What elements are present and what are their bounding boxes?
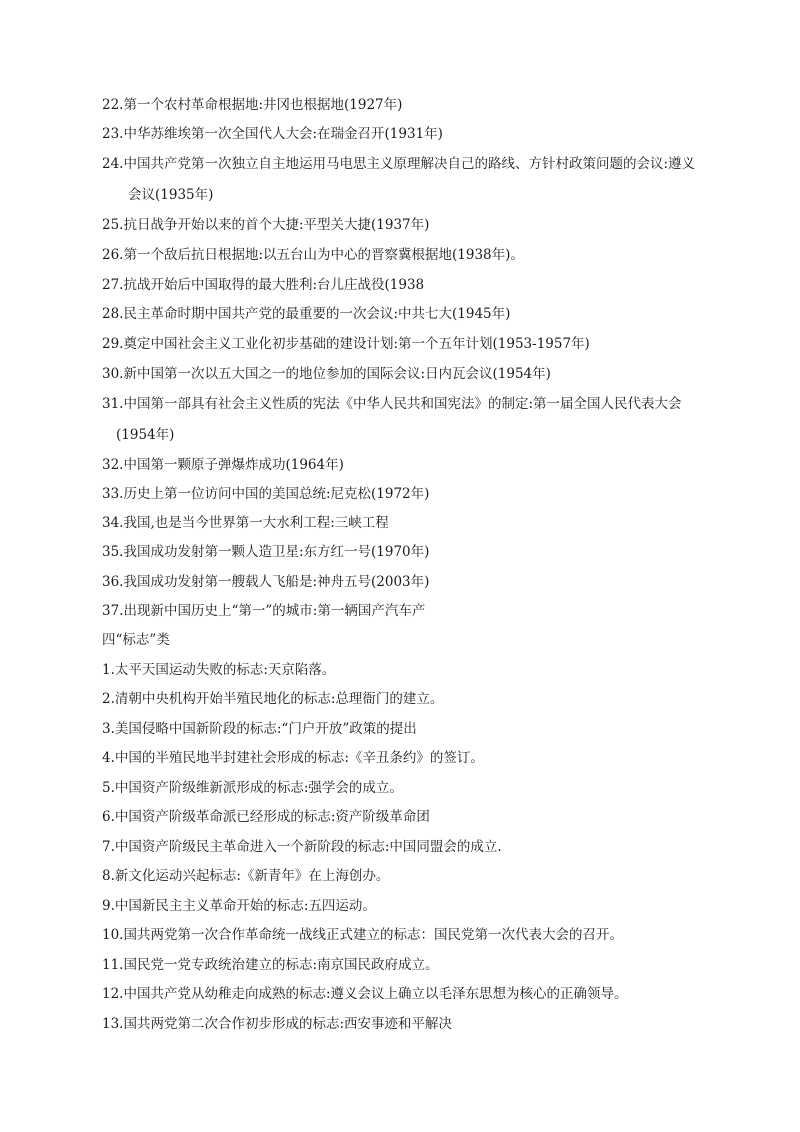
list-item: 29.奠定中国社会主义工业化初步基础的建设计划:第一个五年计划(1953-1957年): [102, 336, 590, 352]
list-item: 25.抗日战争开始以来的首个大捷:平型关大捷(1937年): [102, 217, 430, 233]
list-item: 8.新文化运动兴起标志:《新青年》在上海创办。: [102, 868, 390, 884]
section-heading: 四“标志”类: [102, 632, 170, 648]
list-item: 1.太平天国运动失败的标志:天京陷落。: [102, 662, 336, 678]
list-item: 11.国民党一党专政统治建立的标志:南京国民政府成立。: [102, 957, 439, 973]
list-item: 34.我国,也是当今世界第一大水利工程:三峡工程: [102, 515, 389, 531]
list-item: 5.中国资产阶级维新派形成的标志:强学会的成立。: [102, 780, 403, 796]
list-item: 36.我国成功发射第一艘载人飞船是:神舟五号(2003年): [102, 574, 430, 590]
list-item: 28.民主革命时期中国共产党的最重要的一次会议:中共七大(1945年): [102, 306, 511, 322]
list-item: 3.美国侵略中国新阶段的标志:“门户开放”政策的提出: [102, 721, 417, 737]
list-item: 4.中国的半殖民地半封建社会形成的标志:《辛丑条约》的签订。: [102, 750, 484, 766]
list-item-continuation: 会议(1935年): [128, 187, 214, 203]
list-item: 10.国共两党第一次合作革命统一战线正式建立的标志：国民党第一次代表大会的召开。: [102, 927, 623, 943]
list-item: 31.中国第一部具有社会主义性质的宪法《中华人民共和国宪法》的制定:第一届全国人民代表大会: [102, 396, 682, 412]
list-item: 23.中华苏维埃第一次全国代人大会:在瑞金召开(1931年): [102, 126, 443, 142]
list-item: 26.第一个敌后抗日根据地:以五台山为中心的晋察冀根据地(1938年)。: [102, 247, 524, 263]
list-item-continuation: (1954年): [116, 427, 175, 443]
list-item: 7.中国资产阶级民主革命进入一个新阶段的标志:中国同盟会的成立.: [102, 839, 502, 855]
list-item: 33.历史上第一位访问中国的美国总统:尼克松(1972年): [102, 486, 430, 502]
list-item: 35.我国成功发射第一颗人造卫星:东方红一号(1970年): [102, 544, 430, 560]
list-item: 9.中国新民主主义革命开始的标志:五四运动。: [102, 898, 376, 914]
list-item: 2.清朝中央机构开始半殖民地化的标志:总理衙门的建立。: [102, 691, 444, 707]
list-item: 32.中国第一颗原子弹爆炸成功(1964年): [102, 457, 344, 473]
list-item: 37.出现新中国历史上“第一”的城市:第一辆国产汽车产: [102, 603, 426, 619]
list-item: 27.抗战开始后中国取得的最大胜利:台儿庄战役(1938: [102, 277, 425, 293]
list-item: 6.中国资产阶级革命派已经形成的标志:资产阶级革命团: [102, 809, 430, 825]
list-item: 24.中国共产党第一次独立自主地运用马电思主义原理解决自己的路线、方针村政策问题的会议:遵义: [102, 156, 696, 172]
list-item: 22.第一个农村革命根据地:井冈也根据地(1927年): [102, 97, 403, 113]
list-item: 13.国共两党第二次合作初步形成的标志:西安事迹和平解决: [102, 1016, 453, 1032]
list-item: 30.新中国第一次以五大国之一的地位参加的国际会议:日内瓦会议(1954年): [102, 366, 551, 382]
list-item: 12.中国共产党从幼稚走向成熟的标志:遵义会议上确立以毛泽东思想为核心的正确领导。: [102, 986, 628, 1002]
